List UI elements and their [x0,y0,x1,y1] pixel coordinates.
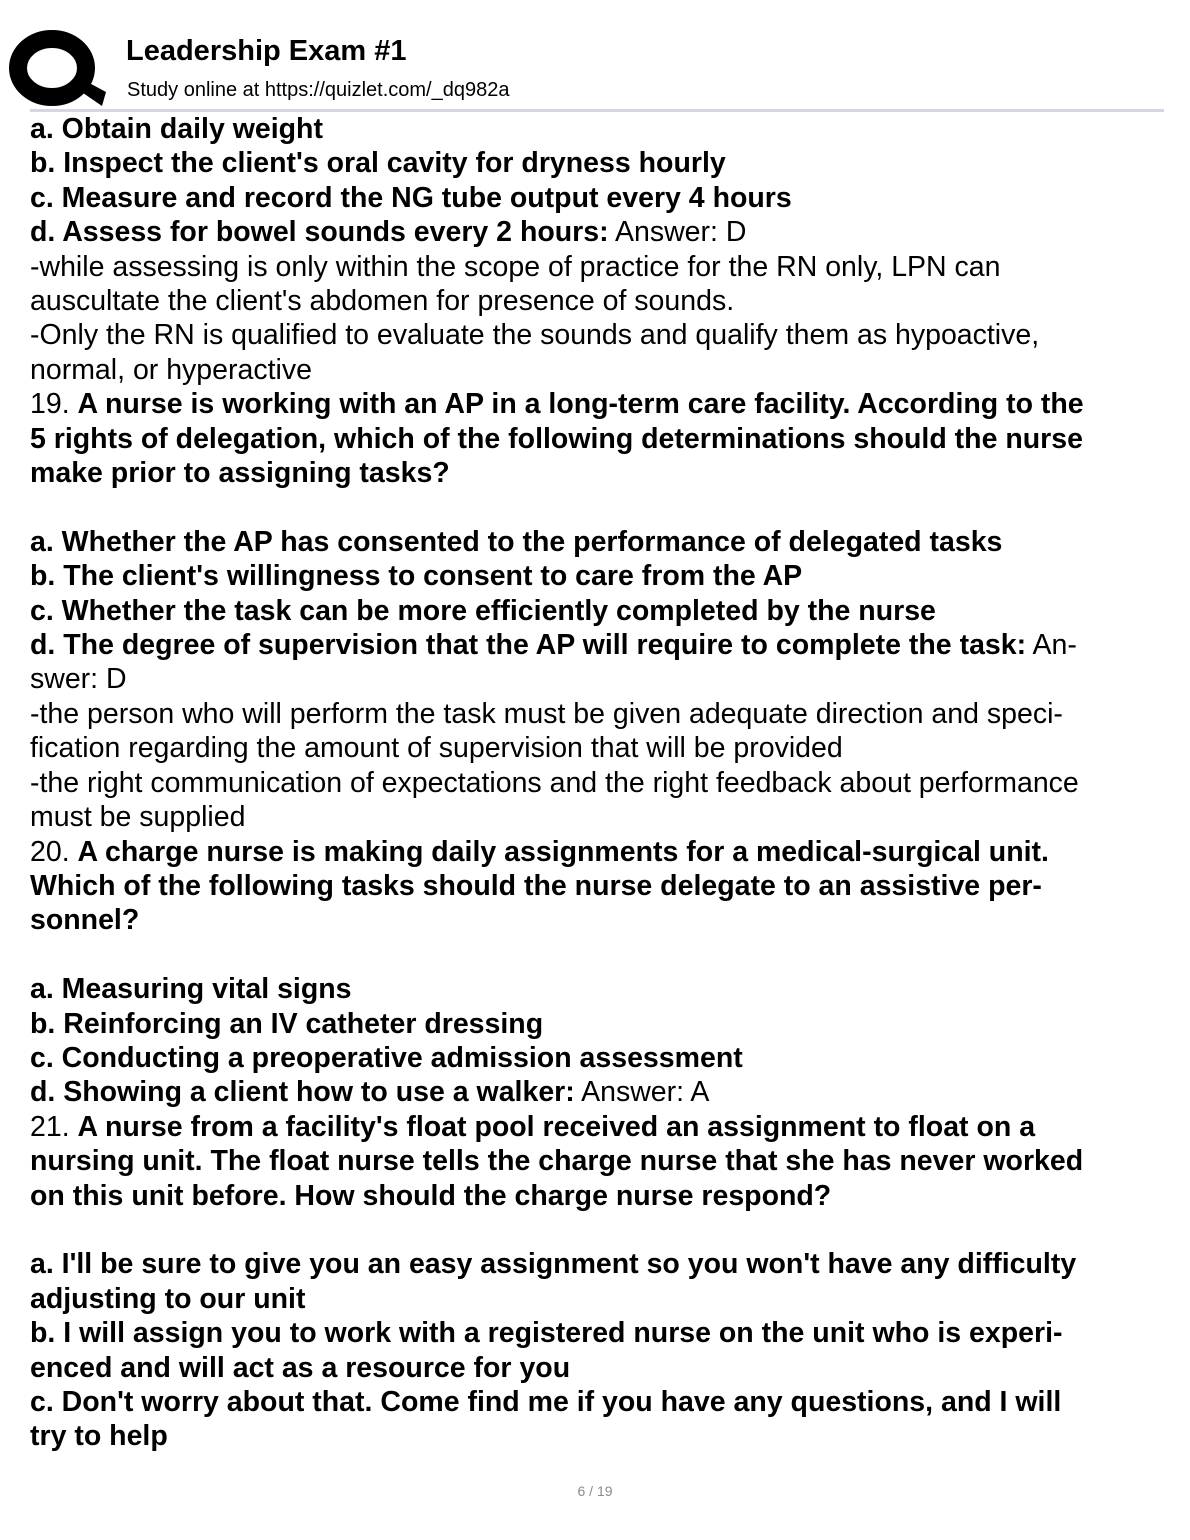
document-body [30,112,1164,1454]
q18-answer: Answer: D [608,216,747,249]
q20-option-d-line [30,1075,1164,1109]
q19-rationale-line: -the person who will perform the task must be given adequate direction and speci- [30,697,1063,730]
q19-option-a: a. Whether the AP has consented to the performance of delegated tasks [30,525,1003,558]
q18-rationale-line: normal, or hyperactive [30,353,312,386]
q21-option-line: c. Don't worry about that. Come find me if you have any questions, and I will [30,1385,1062,1418]
q21-option-line: b. I will assign you to work with a registered nurse on the unit who is experi- [30,1317,1063,1350]
q19-question-line: 5 rights of delegation, which of the following determinations should the nurse [30,422,1083,455]
q21-question-text: A nurse from a facility's float pool received an assignment to float on a [77,1110,1036,1143]
q20-question-line: Which of the following tasks should the nurse delegate to an assistive per- [30,869,1042,902]
q19-question-text: A nurse is working with an AP in a long-term care facility. According to the [77,388,1084,421]
page-number: 6 / 19 [577,1483,613,1499]
q19-rationale-line: -the right communication of expectations and the right feedback about performance [30,766,1079,799]
q21-option-line: enced and will act as a resource for you [30,1351,571,1384]
q19-question-line: make prior to assigning tasks? [30,457,450,490]
q19-option-b: b. The client's willingness to consent to care from the AP [30,560,803,593]
q19-answer-continued: swer: D [30,663,127,696]
q20-option-d: d. Showing a client how to use a walker: [30,1076,575,1109]
q20-option-b: b. Reinforcing an IV catheter dressing [30,1007,544,1040]
q20-question-text: A charge nurse is making daily assignments for a medical-surgical unit. [77,835,1049,868]
quizlet-logo-icon [2,28,106,108]
page-header [0,0,1190,112]
q20-answer: Answer: A [574,1076,710,1109]
q18-option-b: b. Inspect the client's oral cavity for dryness hourly [30,147,726,180]
q19-question-line [30,387,1164,421]
q18-option-c: c. Measure and record the NG tube output every 4 hours [30,181,792,214]
q21-question-line: on this unit before. How should the charge nurse respond? [30,1179,832,1212]
q18-rationale-line: auscultate the client's abdomen for presence of sounds. [30,285,735,318]
q20-question-line [30,835,1164,869]
q20-option-c: c. Conducting a preoperative admission assessment [30,1041,743,1074]
q18-rationale-line: -Only the RN is qualified to evaluate the sounds and qualify them as hypoactive, [30,319,1040,352]
study-online-link[interactable]: Study online at https://quizlet.com/_dq982a [127,79,510,101]
document-title: Leadership Exam #1 [126,35,407,67]
q19-answer: An- [1026,629,1077,662]
q18-option-d: d. Assess for bowel sounds every 2 hours: [30,216,609,249]
spacer [30,490,1164,524]
q21-question-line [30,1110,1164,1144]
q20-option-a: a. Measuring vital signs [30,973,352,1006]
q21-option-line: a. I'll be sure to give you an easy assignment so you won't have any difficulty [30,1248,1077,1281]
q19-rationale-line: must be supplied [30,801,246,834]
q18-rationale-line: -while assessing is only within the scope of practice for the RN only, LPN can [30,250,1001,283]
q20-question-line: sonnel? [30,904,140,937]
q21-number: 21. [30,1110,78,1143]
spacer [30,1213,1164,1247]
q19-option-d: d. The degree of supervision that the AP will require to complete the task: [30,629,1027,662]
q19-number: 19. [30,388,78,421]
spacer [30,938,1164,972]
q19-option-d-line [30,628,1164,662]
q20-number: 20. [30,835,78,868]
q18-option-a: a. Obtain daily weight [30,113,323,145]
q21-question-line: nursing unit. The float nurse tells the charge nurse that she has never worked [30,1145,1084,1178]
q18-option-d-line [30,215,1164,249]
q21-option-line: adjusting to our unit [30,1282,306,1315]
q21-option-line: try to help [30,1420,168,1453]
q19-option-c: c. Whether the task can be more efficiently completed by the nurse [30,594,936,627]
q19-rationale-line: fication regarding the amount of supervision that will be provided [30,732,843,765]
